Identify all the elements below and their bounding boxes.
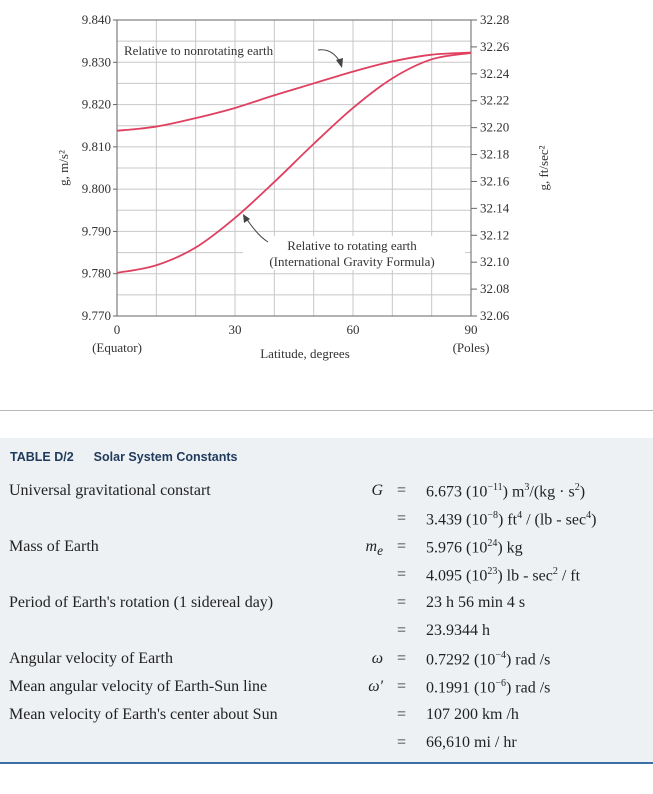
table-row (0, 648, 653, 676)
y-axis-title-left: g, m/s² (56, 150, 71, 186)
y-axis-title-right: g, ft/sec² (536, 145, 551, 191)
equals-sign: = (397, 538, 407, 555)
table-label: TABLE D/2 (10, 450, 74, 464)
table-row (0, 732, 653, 760)
table-header (0, 438, 653, 476)
constant-name: Angular velocity of Earth (9, 650, 173, 667)
y-tick-label-left: 9.830 (81, 54, 111, 70)
table-row (0, 480, 653, 508)
chart-canvas (0, 0, 653, 380)
constant-symbol: ω (371, 650, 383, 667)
y-tick-label-right: 32.14 (480, 200, 510, 216)
constant-value: 6.673 $(10^{-11}) m^3/(kg \cdot s^2)$ (426, 482, 586, 501)
constant-value: 23.9344 h (426, 622, 490, 639)
x-axis-title: Latitude, degrees (260, 346, 350, 361)
y-tick-label-left: 9.770 (81, 308, 111, 323)
y-tick-label-right: 32.10 (480, 254, 510, 270)
y-tick-label-left: 9.810 (81, 138, 111, 154)
table-bottom-rule (0, 762, 653, 764)
y-tick-label-right: 32.08 (480, 281, 510, 297)
y-tick-label-right: 32.12 (480, 227, 510, 243)
constant-symbol: ω′ (368, 678, 383, 695)
equals-sign: = (397, 678, 407, 695)
constant-value: 107 200 km /h (426, 706, 519, 723)
constant-value: 3.439 $(10^{-8})$ $ft^4 / (lb - \sec^4)$ (426, 510, 597, 529)
equals-sign: = (397, 622, 407, 639)
table-row (0, 536, 653, 564)
equals-sign: = (397, 510, 407, 527)
constant-value: 0.1991 $(10^{-6})$ rad /s (426, 678, 551, 697)
equals-sign: = (397, 566, 407, 583)
constant-symbol: $m_e$ (365, 538, 383, 559)
constant-name: Universal gravitational constart (9, 482, 211, 499)
y-tick-label-left: 9.840 (81, 12, 111, 27)
table-row (0, 564, 653, 592)
y-tick-label-left: 9.800 (81, 181, 111, 197)
y-tick-label-right: 32.26 (480, 38, 510, 54)
x-tick-label: 30 (228, 322, 242, 337)
constant-value: 66,610 mi / hr (426, 734, 517, 751)
y-tick-label-right: 32.24 (480, 65, 510, 81)
y-tick-label-right: 32.18 (480, 146, 510, 162)
table-row (0, 592, 653, 620)
x-tick-label: 90 (464, 322, 478, 337)
y-tick-label-left: 9.790 (81, 223, 111, 239)
constant-value: 0.7292 $(10^{-4})$ rad /s (426, 650, 551, 669)
y-tick-label-right: 32.22 (480, 92, 510, 108)
series-annotation-rotating: Relative to rotating earth (287, 238, 417, 253)
equals-sign: = (397, 734, 407, 751)
table-row (0, 620, 653, 648)
equals-sign: = (397, 650, 407, 667)
constant-value: 5.976 $(10^{24})$ kg (426, 538, 523, 557)
y-tick-label-right: 32.20 (480, 119, 510, 135)
section-divider (0, 410, 653, 411)
constant-symbol: G (371, 482, 383, 499)
x-tick-sublabel: (Poles) (452, 340, 490, 355)
y-tick-label-right: 32.06 (480, 308, 510, 323)
y-tick-label-right: 32.16 (480, 173, 510, 189)
gravity-chart (0, 0, 653, 380)
x-tick-label: 0 (113, 322, 121, 337)
y-tick-label-left: 9.820 (81, 96, 111, 112)
equals-sign: = (397, 706, 407, 723)
x-tick-label: 60 (346, 322, 360, 337)
constant-name: Mean angular velocity of Earth-Sun line (9, 678, 268, 695)
y-tick-label-left: 9.780 (81, 265, 111, 281)
table-row (0, 508, 653, 536)
table-row (0, 704, 653, 732)
constant-value: 4.095 $(10^{23})$ lb - $\sec^2$ / ft (426, 566, 581, 585)
table-body (0, 476, 653, 762)
y-tick-label-right: 32.28 (480, 12, 510, 27)
constant-name: Period of Earth's rotation (1 sidereal day) (9, 594, 274, 611)
table-title: Solar System Constants (93, 450, 238, 464)
table-row (0, 676, 653, 704)
constant-name: Mean velocity of Earth's center about Sun (9, 706, 278, 723)
equals-sign: = (397, 482, 407, 499)
constants-table (0, 438, 653, 751)
annotation-arrowhead (336, 58, 343, 68)
constant-value: 23 h 56 min 4 s (426, 594, 526, 611)
constant-name: Mass of Earth (9, 538, 99, 555)
equals-sign: = (397, 594, 407, 611)
x-tick-sublabel: (Equator) (92, 340, 142, 355)
series-annotation-rotating-sub: (International Gravity Formula) (269, 254, 435, 269)
series-annotation-nonrotating: Relative to nonrotating earth (124, 43, 274, 58)
